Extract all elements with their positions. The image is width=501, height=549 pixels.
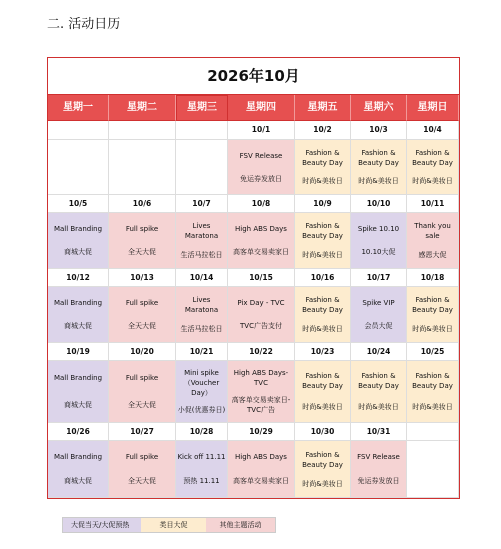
event-name: Fashion & Beauty Day [302,149,343,167]
date-cell [407,423,459,441]
event-cell [407,140,459,195]
event-cell [351,140,407,195]
date-cell: 10/22 [228,343,295,361]
event-name-cn: 10.10大促 [361,248,396,257]
date-cell: 10/20 [109,343,176,361]
event-name-cn: 时尚&美妆日 [302,324,343,333]
event-name: Thank you sale [414,222,451,241]
date-cell [48,121,109,140]
weekday-header: 星期二 [109,95,176,121]
event-cell [295,287,351,343]
date-cell: 10/8 [228,195,295,213]
calendar-grid [48,95,459,498]
event-cell [228,441,295,498]
date-cell: 10/18 [407,269,459,287]
weekday-header: 星期五 [295,95,351,121]
weekday-header: 星期三 [176,95,228,121]
event-cell [351,361,407,423]
event-name-cn: 商城大促 [64,477,92,485]
event-cell [407,213,459,269]
event-name-cn: 免运券发放日 [240,174,282,183]
event-name-cn: 小促(优惠券日) [177,405,226,414]
date-cell: 10/16 [295,269,351,287]
date-cell [176,121,228,140]
event-name: Kick off 11.11 [177,453,226,461]
legend-item-theme: 其他主题活动 [206,518,275,532]
event-name: Lives Maratona [184,222,219,241]
legend-item-promo: 大促当天/大促预热 [63,518,141,532]
date-cell: 10/2 [295,121,351,140]
event-cell [176,287,228,343]
date-cell: 10/29 [228,423,295,441]
event-name: Fashion & Beauty Day [302,222,343,241]
date-cell: 10/9 [295,195,351,213]
event-name-cn: 全天大促 [128,400,156,409]
event-name: Fashion & Beauty Day [302,450,343,469]
event-cell [351,213,407,269]
date-cell: 10/21 [176,343,228,361]
event-name-cn: TVC广告支付 [240,322,282,331]
event-cell-empty [407,441,459,498]
event-name-cn: 全天大促 [128,477,156,485]
event-name: FSV Release [239,151,283,160]
date-cell: 10/24 [351,343,407,361]
legend-item-category: 类目大促 [141,518,206,532]
event-cell [109,441,176,498]
date-cell: 10/11 [407,195,459,213]
event-cell [228,361,295,423]
date-cell: 10/28 [176,423,228,441]
date-cell: 10/23 [295,343,351,361]
date-cell: 10/5 [48,195,109,213]
event-cell [176,441,228,498]
activity-calendar [47,57,460,499]
event-name: Full spike [125,298,159,307]
event-name-cn: 预热 11.11 [183,477,220,485]
date-cell: 10/30 [295,423,351,441]
event-name: Lives Maratona [184,296,219,315]
date-cell: 10/17 [351,269,407,287]
event-name-cn: 感恩大促 [418,250,447,259]
date-cell: 10/4 [407,121,459,140]
event-name-cn: 免运券发放日 [357,477,400,485]
event-cell [407,361,459,423]
weekday-header: 星期日 [407,95,459,121]
event-cell [228,213,295,269]
event-name-cn: 商城大促 [64,322,92,331]
event-cell [228,140,295,195]
weekday-header: 星期一 [48,95,109,121]
event-name: Mini spike（Voucher Day） [183,369,220,398]
event-cell [228,287,295,343]
date-cell: 10/15 [228,269,295,287]
event-name-cn: 高客单交易卖家日 [233,477,289,485]
event-name-cn: 时尚&美妆日 [412,324,453,333]
date-cell: 10/27 [109,423,176,441]
weekday-header: 星期六 [351,95,407,121]
event-cell-empty [176,140,228,195]
calendar-legend [62,517,276,533]
event-cell [48,213,109,269]
date-cell: 10/13 [109,269,176,287]
event-name: FSV Release [357,453,400,461]
calendar-title: 2026年10月 [48,58,459,95]
event-name-cn: 全天大促 [128,322,156,331]
event-cell-empty [48,140,109,195]
event-name: Fashion & Beauty Day [412,296,453,315]
date-cell: 10/7 [176,195,228,213]
event-name: High ABS Days [235,224,287,233]
date-cell: 10/31 [351,423,407,441]
event-name-cn: 时尚&美妆日 [412,177,453,185]
event-cell [176,361,228,423]
event-name-cn: 时尚&美妆日 [302,403,343,412]
event-name-cn: 时尚&美妆日 [302,250,343,259]
event-cell [295,441,351,498]
event-cell [109,361,176,423]
event-name: Fashion & Beauty Day [358,371,399,390]
date-cell: 10/3 [351,121,407,140]
event-name: Fashion & Beauty Day [412,149,453,167]
date-cell: 10/14 [176,269,228,287]
event-name-cn: 会员大促 [364,322,393,331]
event-cell [295,213,351,269]
event-cell [295,140,351,195]
event-cell [176,213,228,269]
event-name: Fashion & Beauty Day [302,371,343,390]
event-name: Full spike [125,224,159,233]
event-name-cn: 商城大促 [64,400,92,409]
event-name: High ABS Days-TVC [233,369,289,388]
event-name: Mall Branding [53,224,103,233]
event-name-cn: 高客单交易卖家日-TVC广告 [231,395,291,414]
date-cell: 10/12 [48,269,109,287]
event-name-cn: 高客单交易卖家日 [233,248,289,257]
event-name-cn: 生活马拉松日 [180,250,223,259]
event-name-cn: 商城大促 [64,248,92,257]
event-name-cn: 时尚&美妆日 [358,403,399,412]
event-cell [48,287,109,343]
event-name-cn: 时尚&美妆日 [358,177,399,185]
event-cell [407,287,459,343]
event-name: Fashion & Beauty Day [358,149,399,167]
section-heading: 二. 活动日历 [47,17,121,32]
event-name: Full spike [125,453,159,461]
event-name: High ABS Days [235,453,287,461]
event-name: Pix Day - TVC [237,298,285,307]
event-name: Mall Branding [53,374,103,383]
event-cell [109,213,176,269]
event-cell [295,361,351,423]
date-cell [109,121,176,140]
event-name: Spike 10.10 [357,224,400,233]
date-cell: 10/19 [48,343,109,361]
weekday-header: 星期四 [228,95,295,121]
event-name-cn: 全天大促 [128,248,156,257]
event-cell [48,441,109,498]
event-name: Spike VIP [362,298,395,307]
event-name: Fashion & Beauty Day [412,371,453,390]
date-cell: 10/6 [109,195,176,213]
event-name: Mall Branding [53,453,103,461]
event-cell-empty [109,140,176,195]
event-cell [351,441,407,498]
event-cell [48,361,109,423]
event-cell [351,287,407,343]
event-name-cn: 时尚&美妆日 [302,177,343,185]
event-name: Mall Branding [53,298,103,307]
event-name: Full spike [125,374,159,383]
date-cell: 10/1 [228,121,295,140]
event-cell [109,287,176,343]
event-name-cn: 时尚&美妆日 [412,403,453,412]
event-name-cn: 生活马拉松日 [180,324,223,333]
date-cell: 10/26 [48,423,109,441]
event-name: Fashion & Beauty Day [302,296,343,315]
date-cell: 10/25 [407,343,459,361]
date-cell: 10/10 [351,195,407,213]
event-name-cn: 时尚&美妆日 [302,479,343,488]
